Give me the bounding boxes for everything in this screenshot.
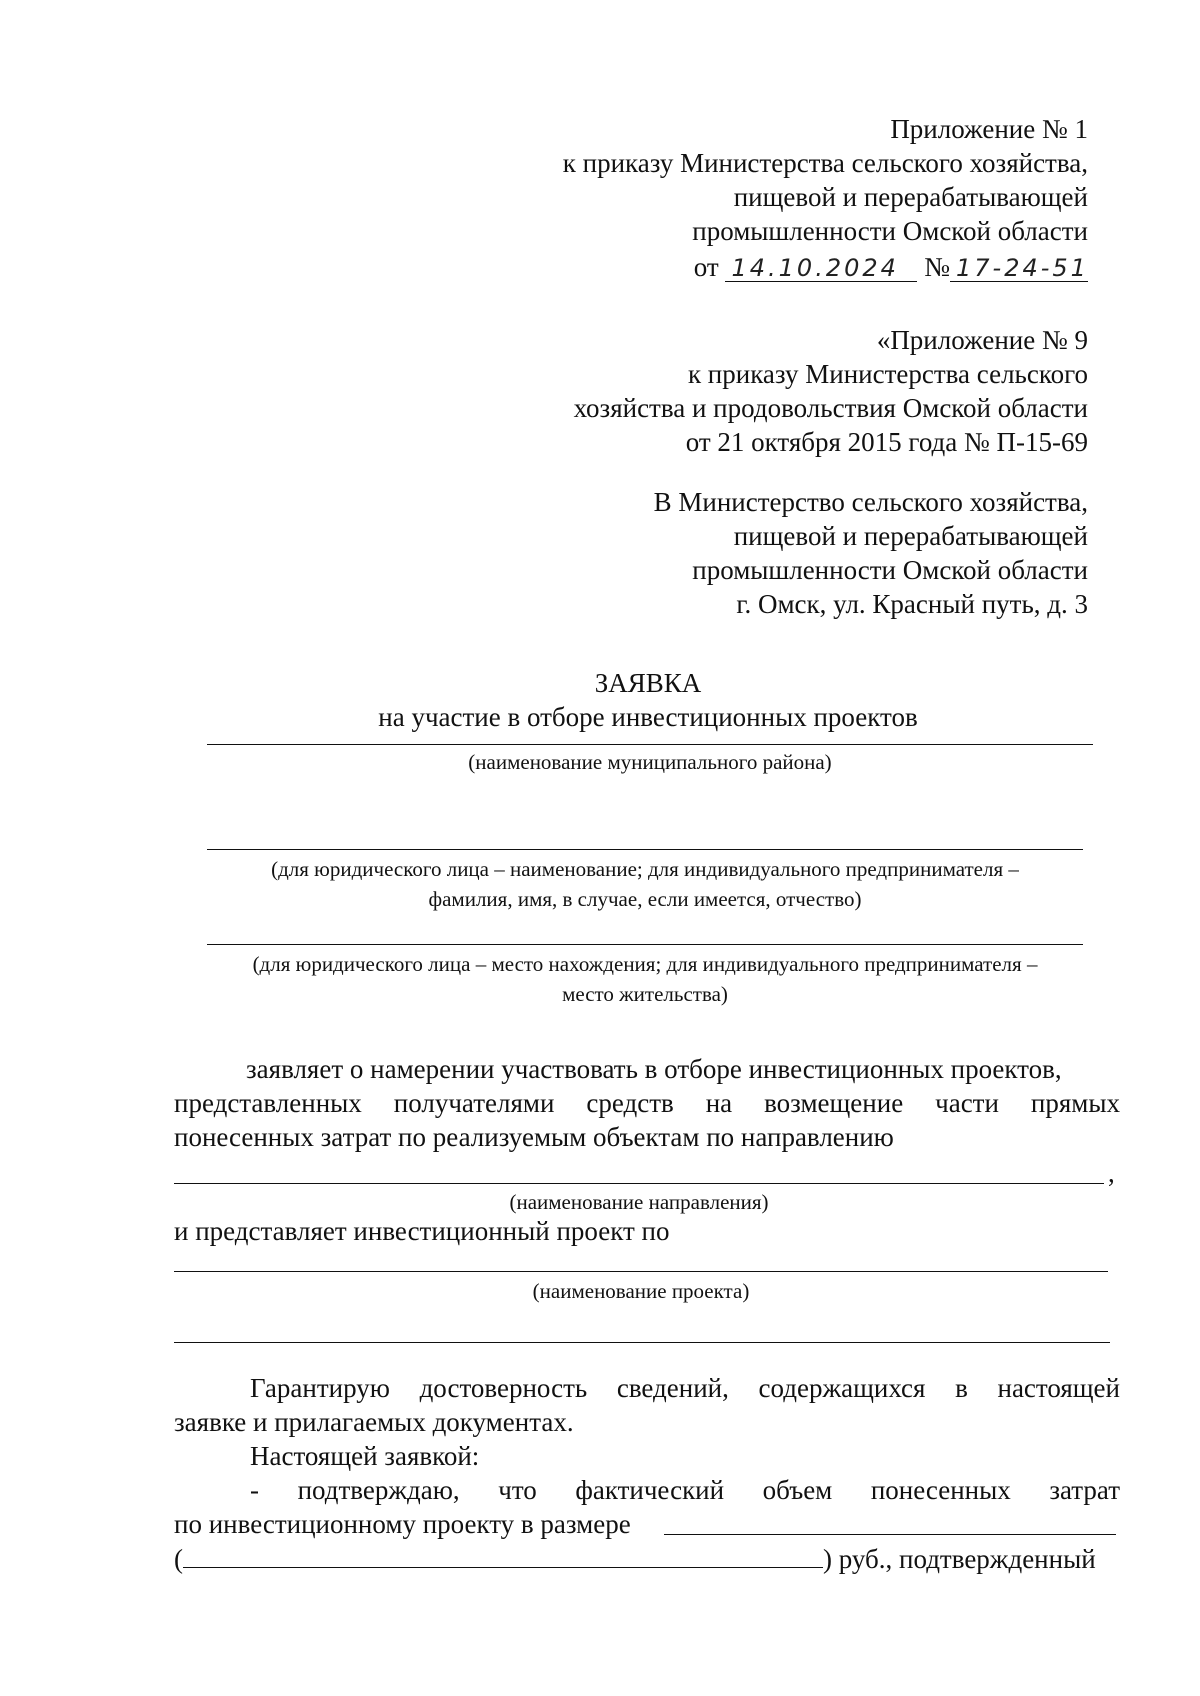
amount-field-line bbox=[664, 1534, 1116, 1535]
addressee-line-2: пищевой и перерабатывающей bbox=[733, 521, 1088, 551]
confirm-line-1: - подтверждаю, что фактический объем понесенных затрат bbox=[250, 1475, 1120, 1505]
appendix-9-line-1: «Приложение № 9 bbox=[876, 325, 1088, 355]
applicant-location-caption-line-1: (для юридического лица – место нахождения; для индивидуального предпринимателя – bbox=[252, 952, 1038, 976]
guarantee-paragraph bbox=[174, 1371, 1120, 1576]
declaration-paragraph bbox=[174, 1052, 1120, 1154]
document-title: ЗАЯВКА bbox=[594, 668, 702, 698]
appendix-1-line-1: Приложение № 1 bbox=[890, 114, 1088, 144]
direction-caption: (наименование направления) bbox=[509, 1190, 769, 1214]
project-name-line bbox=[174, 1271, 1108, 1272]
addressee-line-4: г. Омск, ул. Красный путь, д. 3 bbox=[736, 589, 1088, 619]
applicant-name-caption-line-1: (для юридического лица – наименование; для индивидуального предпринимателя – bbox=[271, 857, 1019, 881]
document-subtitle: на участие в отборе инвестиционных проектов bbox=[378, 702, 918, 732]
project-extra-line bbox=[174, 1342, 1110, 1343]
confirm-line-3 bbox=[174, 1541, 1120, 1576]
applicant-location-line bbox=[207, 944, 1083, 945]
appendix-1-header bbox=[563, 112, 1088, 284]
applicant-name-line bbox=[207, 849, 1083, 850]
appendix-1-date-number bbox=[563, 250, 1088, 284]
from-label: от bbox=[693, 252, 719, 282]
project-paragraph bbox=[174, 1214, 1120, 1248]
number-sign: № bbox=[924, 252, 950, 282]
addressee-line-3: промышленности Омской области bbox=[692, 555, 1088, 585]
declaration-line-2: представленных получателями средств на возмещение части прямых bbox=[174, 1088, 1120, 1118]
amount-in-words-field bbox=[183, 1541, 823, 1568]
direction-comma: , bbox=[1108, 1158, 1115, 1188]
applicant-location-caption bbox=[182, 949, 1108, 1009]
municipal-district-line bbox=[207, 744, 1093, 745]
declaration-line-3: понесенных затрат по реализуемым объектам по направлению bbox=[174, 1122, 894, 1152]
handwritten-date: 14.10.2024 bbox=[725, 255, 917, 282]
applicant-location-caption-line-2: место жительства) bbox=[562, 982, 728, 1006]
municipal-district-caption: (наименование муниципального района) bbox=[468, 750, 832, 774]
addressee-line-1: В Министерство сельского хозяйства, bbox=[653, 487, 1088, 517]
appendix-9-line-2: к приказу Министерства сельского bbox=[687, 359, 1088, 389]
guarantee-line-2: заявке и прилагаемых документах. bbox=[174, 1407, 574, 1437]
confirm-line-2: по инвестиционному проекту в размере bbox=[174, 1509, 631, 1539]
declaration-line-1: заявляет о намерении участвовать в отборе инвестиционных проектов, bbox=[246, 1054, 1062, 1084]
project-line: и представляет инвестиционный проект по bbox=[174, 1216, 670, 1246]
handwritten-number: 17-24-51 bbox=[950, 255, 1088, 282]
by-this-application-label: Настоящей заявкой: bbox=[250, 1441, 480, 1471]
guarantee-line-1: Гарантирую достоверность сведений, содержащихся в настоящей bbox=[250, 1373, 1120, 1403]
addressee-block bbox=[654, 485, 1088, 621]
appendix-1-line-3: пищевой и перерабатывающей bbox=[733, 182, 1088, 212]
project-name-caption: (наименование проекта) bbox=[532, 1279, 750, 1303]
applicant-name-caption bbox=[187, 854, 1103, 914]
confirm-line-3-text: ) руб., подтвержденный bbox=[823, 1544, 1096, 1574]
direction-line bbox=[174, 1183, 1104, 1184]
appendix-9-line-4: от 21 октября 2015 года № П-15-69 bbox=[685, 427, 1088, 457]
appendix-1-line-2: к приказу Министерства сельского хозяйства, bbox=[562, 148, 1088, 178]
applicant-name-caption-line-2: фамилия, имя, в случае, если имеется, отчество) bbox=[428, 887, 862, 911]
appendix-9-line-3: хозяйства и продовольствия Омской области bbox=[573, 393, 1088, 423]
appendix-1-line-4: промышленности Омской области bbox=[692, 216, 1088, 246]
appendix-9-header bbox=[574, 323, 1088, 459]
amount-open-paren: ( bbox=[174, 1544, 183, 1574]
